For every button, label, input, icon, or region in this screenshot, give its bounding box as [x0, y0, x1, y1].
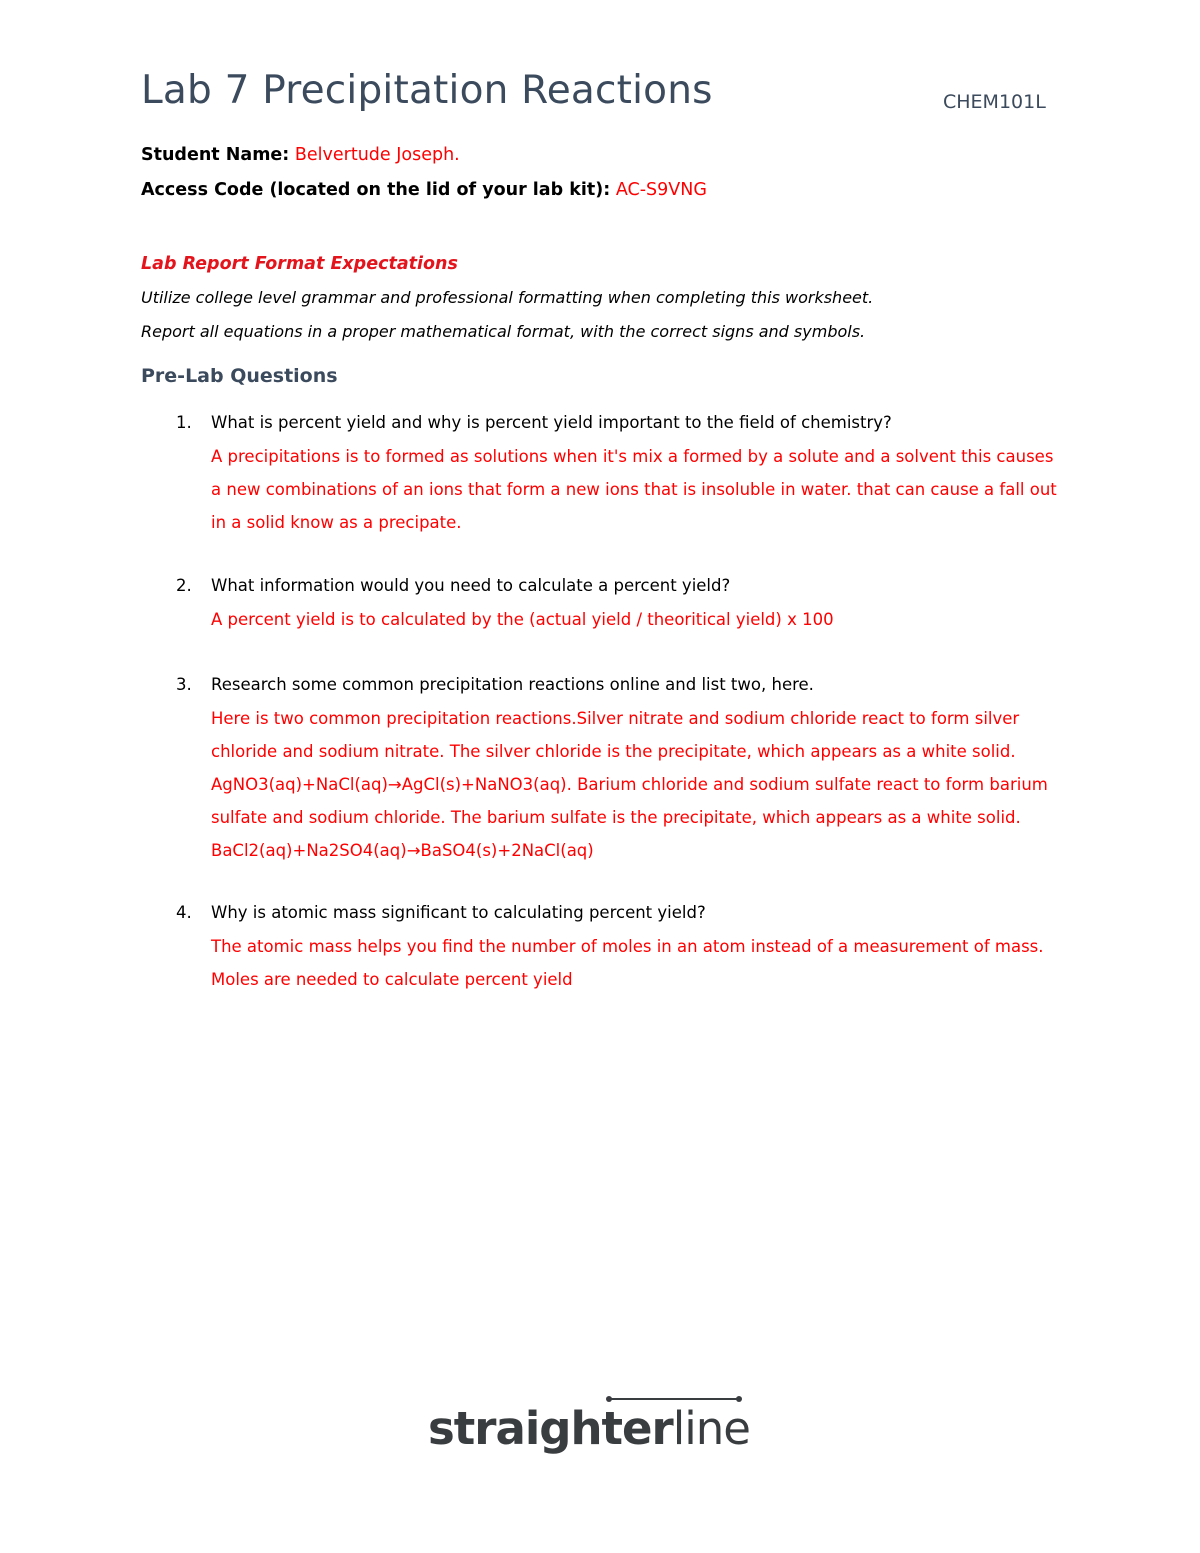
course-code: CHEM101L	[943, 91, 1046, 113]
logo-wordmark	[428, 1402, 750, 1455]
logo-bar	[608, 1398, 740, 1400]
prelab-heading: Pre-Lab Questions	[141, 365, 338, 387]
question-text: What is percent yield and why is percent yield important to the field of chemistry?	[211, 413, 892, 432]
question-text: Why is atomic mass significant to calculating percent yield?	[211, 903, 706, 922]
logo-wordmark-light: line	[672, 1402, 750, 1455]
logo-wordmark-bold: straighter	[428, 1402, 673, 1455]
format-line-1: Utilize college level grammar and professional formatting when completing this worksheet.	[141, 288, 874, 307]
access-code-value: AC-S9VNG	[615, 180, 707, 200]
answer-text: A precipitations is to formed as solutions when it's mix a formed by a solute and a solvent this causes a new combinations of an ions that form a new ions that is insoluble in water. that can cause a fall out in a solid know as a precipate.	[211, 447, 1057, 532]
access-code-line	[141, 180, 707, 200]
question-text: Research some common precipitation reactions online and list two, here.	[211, 675, 814, 694]
question-text: What information would you need to calculate a percent yield?	[211, 576, 731, 595]
student-name-value: Belvertude Joseph.	[294, 145, 460, 165]
format-heading: Lab Report Format Expectations	[141, 254, 458, 274]
student-name-label: Student Name:	[141, 145, 290, 165]
access-code-label: Access Code (located on the lid of your lab kit):	[141, 180, 611, 200]
student-name-line	[141, 145, 460, 165]
answer-text: The atomic mass helps you find the number of moles in an atom instead of a measurement of mass. Moles are needed to calculate percent yield	[211, 937, 1044, 989]
answer-text: Here is two common precipitation reactions.Silver nitrate and sodium chloride react to form silver chloride and sodium nitrate. The silver chloride is the precipitate, which appears as a white solid. AgNO3(aq)+NaCl(aq)→AgCl(s)+NaNO3(aq). Barium chloride and sodium sulfate react to form barium sulfate and sodium chloride. The barium sulfate is the precipitate, which appears as a white solid. BaCl2(aq)+Na2SO4(aq)→BaSO4(s)+2NaCl(aq)	[211, 709, 1048, 860]
straighterline-logo	[428, 1396, 768, 1468]
question-number: 3.	[176, 675, 192, 694]
format-line-2: Report all equations in a proper mathematical format, with the correct signs and symbols.	[141, 322, 866, 341]
question-number: 2.	[176, 576, 192, 595]
document-title: Lab 7 Precipitation Reactions	[141, 68, 713, 113]
question-number: 4.	[176, 903, 192, 922]
answer-text: A percent yield is to calculated by the (actual yield / theoritical yield) x 100	[211, 610, 834, 629]
question-number: 1.	[176, 413, 192, 432]
